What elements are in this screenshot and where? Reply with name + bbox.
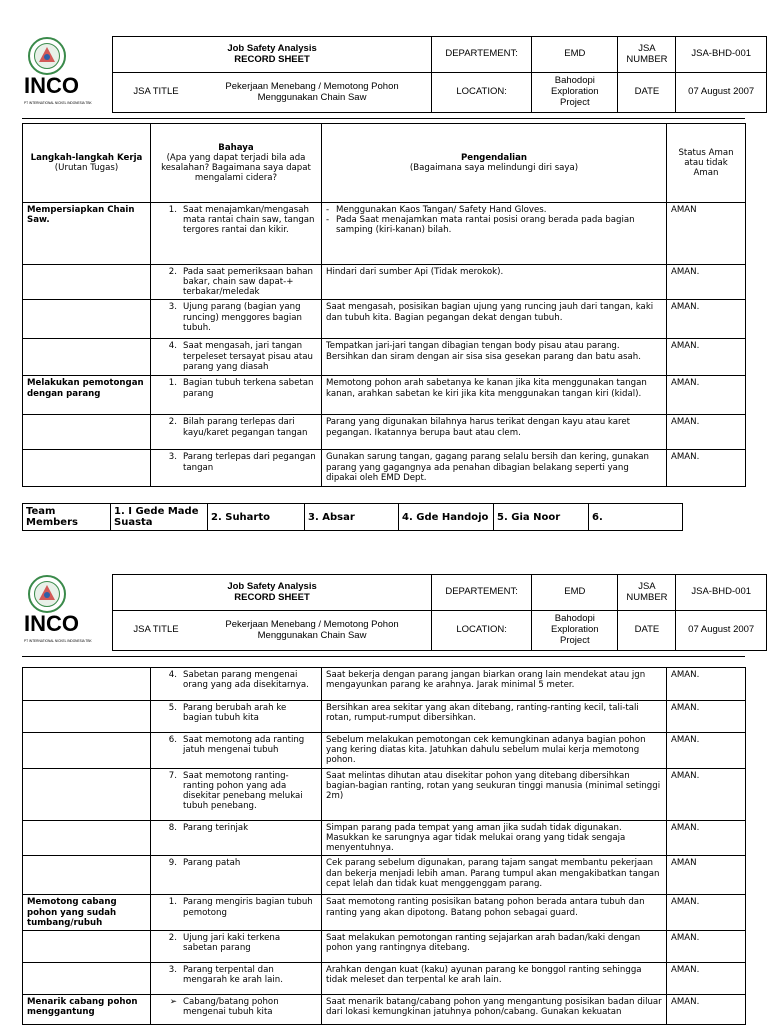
status-cell: AMAN. <box>667 895 746 930</box>
location-label: LOCATION: <box>432 73 532 113</box>
table-row <box>23 895 746 930</box>
inco-logo <box>22 36 110 112</box>
step-cell <box>23 962 151 994</box>
control-cell: Saat memotong ranting posisikan batang pohon berada antara tubuh dan ranting yang akan dipotong. Batang pohon sebagai guard. <box>322 895 667 930</box>
hazard-cell <box>151 821 322 856</box>
hazard-cell <box>151 415 322 450</box>
location-value: Bahodopi Exploration Project <box>532 611 618 651</box>
step-cell <box>23 339 151 376</box>
hazard-cell <box>151 930 322 962</box>
hazard-number: 4. <box>168 670 177 680</box>
table-row <box>23 856 746 895</box>
department-label: DEPARTEMENT: <box>432 575 532 611</box>
hazard-number: 1. <box>168 378 177 389</box>
column-header-control: Pengendalian (Bagaimana saya melindungi diri saya) <box>322 124 667 203</box>
jsa-table-page-2 <box>22 667 746 1025</box>
hazard-number: 6. <box>168 735 177 745</box>
jsa-title-cell <box>113 611 432 651</box>
column-header-hazard: Bahaya (Apa yang dapat terjadi bila ada kesalahan? Bagaimana saya dapat mengalami cidera? <box>151 124 322 203</box>
hazard-number: 7. <box>168 771 177 781</box>
column-header-status: Status Aman atau tidak Aman <box>667 124 746 203</box>
hazard-cell <box>151 203 322 265</box>
hazard-number: ➢ <box>169 996 177 1007</box>
status-cell: AMAN. <box>667 701 746 733</box>
hazard-number: 9. <box>168 858 177 869</box>
hazard-number: 4. <box>168 341 177 352</box>
hazard-number: 3. <box>168 452 177 463</box>
hazard-cell <box>151 668 322 701</box>
step-cell <box>23 769 151 821</box>
hazard-text: Parang patah <box>183 858 241 869</box>
control-cell: Arahkan dengan kuat (kaku) ayunan parang ke bonggol ranting sehingga tidak meleset dan terpental ke arah lain. <box>322 962 667 994</box>
table-row <box>23 300 746 339</box>
jsa-title-value: Pekerjaan Menebang / Memotong Pohon Menggunakan Chain Saw <box>225 618 399 641</box>
hazard-cell <box>151 300 322 339</box>
team-member: 5. Gia Noor <box>494 504 589 531</box>
date-label: DATE <box>618 73 676 113</box>
step-cell <box>23 415 151 450</box>
location-value: Bahodopi Exploration Project <box>532 73 618 113</box>
department-value: EMD <box>532 575 618 611</box>
hazard-cell <box>151 962 322 994</box>
hazard-text: Saat menajamkan/mengasah mata rantai chain saw, tangan tergores rantai dan kikir. <box>183 205 315 236</box>
step-cell <box>23 821 151 856</box>
table-row <box>23 265 746 300</box>
hazard-text: Parang mengiris bagian tubuh pemotong <box>183 897 313 918</box>
table-row <box>23 733 746 769</box>
header-rule <box>22 656 745 657</box>
column-header-steps: Langkah-langkah Kerja (Urutan Tugas) <box>23 124 151 203</box>
table-row <box>23 821 746 856</box>
hazard-number: 3. <box>168 964 177 975</box>
header-table <box>112 574 767 651</box>
control-cell: Sebelum melakukan pemotongan cek kemungkinan adanya bagian pohon yang kering diatas kita. Jatuhkan dahulu sebelum mulai kerja memotong pohon. <box>322 733 667 769</box>
control-cell: Saat melintas dihutan atau disekitar pohon yang ditebang dibersihkan bagian-bagian ranting, rotan yang seukuran tinggi manusia (minimal setinggi 2m) <box>322 769 667 821</box>
jsa-number-label: JSA NUMBER <box>618 575 676 611</box>
form-title: Job Safety Analysis RECORD SHEET <box>113 575 432 611</box>
hazard-number: 2. <box>168 267 177 277</box>
hazard-number: 5. <box>168 703 177 713</box>
step-cell <box>23 265 151 300</box>
hazard-cell <box>151 769 322 821</box>
status-cell: AMAN <box>667 203 746 265</box>
table-row <box>23 415 746 450</box>
department-value: EMD <box>532 37 618 73</box>
hazard-number: 1. <box>168 897 177 908</box>
hazard-text: Cabang/batang pohon mengenai tubuh kita <box>183 996 279 1017</box>
hazard-text: Ujung parang (bagian yang runcing) menggores bagian tubuh. <box>183 302 302 333</box>
hazard-text: Bilah parang terlepas dari kayu/karet pegangan tangan <box>183 417 308 438</box>
status-cell: AMAN. <box>667 376 746 415</box>
control-cell: Memotong pohon arah sabetanya ke kanan jika kita menggunakan tangan kanan, arahkan sabetan ke kiri jika kita menggunakan tangan kiri (kidal). <box>322 376 667 415</box>
hazard-cell <box>151 265 322 300</box>
control-cell: Tempatkan jari-jari tangan dibagian tengan body pisau atau parang. Bersihkan dan siram dengan air sisa sisa gesekan parang dan batu asah. <box>322 339 667 376</box>
step-cell: Melakukan pemotongan dengan parang <box>23 376 151 415</box>
jsa-title-cell <box>113 73 432 113</box>
status-cell: AMAN <box>667 856 746 895</box>
form-title: Job Safety Analysis RECORD SHEET <box>113 37 432 73</box>
team-member: 3. Absar <box>305 504 399 531</box>
hazard-cell <box>151 450 322 487</box>
svg-text:PT INTERNATIONAL NICKEL INDONE: PT INTERNATIONAL NICKEL INDONESIA TBK <box>24 639 92 643</box>
control-cell: Cek parang sebelum digunakan, parang tajam sangat membantu pekerjaan dan bekerja menjadi lebih aman. Parang tumpul akan mengakibatkan tangan cepat lelah dan tidak kuat menggenggam parang. <box>322 856 667 895</box>
team-members-label: Team Members <box>23 504 111 531</box>
header-rule <box>22 118 745 119</box>
hazard-text: Pada saat pemeriksaan bahan bakar, chain saw dapat-+ terbakar/meledak <box>183 267 313 298</box>
status-cell: AMAN. <box>667 930 746 962</box>
status-cell: AMAN. <box>667 733 746 769</box>
date-value: 07 August 2007 <box>676 73 767 113</box>
table-row <box>23 769 746 821</box>
header-table <box>112 36 767 113</box>
table-row <box>23 203 746 265</box>
jsa-title-label: JSA TITLE <box>133 86 179 98</box>
svg-text:INCO: INCO <box>24 611 79 636</box>
status-cell: AMAN. <box>667 339 746 376</box>
step-cell: Memotong cabang pohon yang sudah tumbang/rubuh <box>23 895 151 930</box>
control-cell: Gunakan sarung tangan, gagang parang selalu bersih dan kering, gunakan parang yang gagangnya ada penahan dibagian belakang seperti yang dipakai oleh EMD Dept. <box>322 450 667 487</box>
table-row <box>23 339 746 376</box>
date-value: 07 August 2007 <box>676 611 767 651</box>
step-cell <box>23 450 151 487</box>
hazard-text: Saat memotong ada ranting jatuh mengenai tubuh <box>183 735 305 756</box>
svg-text:PT INTERNATIONAL NICKEL INDONE: PT INTERNATIONAL NICKEL INDONESIA TBK <box>24 101 92 105</box>
sheet-header <box>22 574 755 650</box>
status-cell: AMAN. <box>667 668 746 701</box>
hazard-cell <box>151 376 322 415</box>
status-cell: AMAN. <box>667 821 746 856</box>
team-member: 4. Gde Handojo <box>399 504 494 531</box>
table-row <box>23 450 746 487</box>
hazard-text: Bagian tubuh terkena sabetan parang <box>183 378 314 399</box>
hazard-number: 2. <box>168 417 177 428</box>
hazard-text: Parang berubah arah ke bagian tubuh kita <box>183 703 287 724</box>
hazard-text: Parang terlepas dari pegangan tangan <box>183 452 316 473</box>
control-cell: - Menggunakan Kaos Tangan/ Safety Hand Gloves. - Pada Saat menajamkan mata rantai posisi orang berada pada bagian samping (kiri-kanan) bilah. <box>322 203 667 265</box>
status-cell: AMAN. <box>667 994 746 1024</box>
table-row <box>23 962 746 994</box>
control-cell: Parang yang digunakan bilahnya harus terikat dengan kayu atau karet pegangan. Ikatannya berupa baut atau clem. <box>322 415 667 450</box>
hazard-text: Ujung jari kaki terkena sabetan parang <box>183 932 281 953</box>
status-cell: AMAN. <box>667 769 746 821</box>
status-cell: AMAN. <box>667 300 746 339</box>
date-label: DATE <box>618 611 676 651</box>
svg-text:INCO: INCO <box>24 73 79 98</box>
hazard-number: 2. <box>168 932 177 943</box>
control-cell: Saat bekerja dengan parang jangan biarkan orang lain mendekat atau jgn mengayunkan parang ke arahnya. Jarak minimal 5 meter. <box>322 668 667 701</box>
step-cell: Mempersiapkan Chain Saw. <box>23 203 151 265</box>
table-row <box>23 668 746 701</box>
step-cell <box>23 930 151 962</box>
step-cell <box>23 668 151 701</box>
jsa-title-label: JSA TITLE <box>133 624 179 636</box>
team-member: 1. I Gede Made Suasta <box>111 504 208 531</box>
jsa-number-label: JSA NUMBER <box>618 37 676 73</box>
control-cell: Bersihkan area sekitar yang akan ditebang, ranting-ranting kecil, tali-tali rotan, rumput-rumput dibersihkan. <box>322 701 667 733</box>
team-member: 6. <box>589 504 683 531</box>
control-cell: Hindari dari sumber Api (Tidak merokok). <box>322 265 667 300</box>
hazard-text: Parang terpental dan mengarah ke arah lain. <box>183 964 283 985</box>
jsa-title-value: Pekerjaan Menebang / Memotong Pohon Menggunakan Chain Saw <box>225 80 399 103</box>
hazard-cell <box>151 701 322 733</box>
hazard-text: Sabetan parang mengenai orang yang ada disekitarnya. <box>183 670 309 691</box>
jsa-number-value: JSA-BHD-001 <box>676 575 767 611</box>
status-cell: AMAN. <box>667 415 746 450</box>
table-row <box>23 701 746 733</box>
step-cell: Menarik cabang pohon menggantung <box>23 994 151 1024</box>
status-cell: AMAN. <box>667 962 746 994</box>
step-cell <box>23 701 151 733</box>
department-label: DEPARTEMENT: <box>432 37 532 73</box>
table-row <box>23 994 746 1024</box>
hazard-cell <box>151 339 322 376</box>
jsa-table-page-1 <box>22 123 746 487</box>
hazard-cell <box>151 994 322 1024</box>
hazard-text: Saat memotong ranting-ranting pohon yang ada disekitar penebang melukai tubuh penebang. <box>183 771 303 812</box>
control-cell: Saat melakukan pemotongan ranting sejajarkan arah badan/kaki dengan pohon yang rantingnya ditebang. <box>322 930 667 962</box>
control-cell: Saat mengasah, posisikan bagian ujung yang runcing jauh dari tangan, kaki dan tubuh kita. Bagian pegangan dekat dengan tubuh. <box>322 300 667 339</box>
hazard-cell <box>151 733 322 769</box>
control-cell: Saat menarik batang/cabang pohon yang mengantung posisikan badan diluar dari lokasi kemungkinan jatuhnya pohon/cabang. Gunakan kekuatan <box>322 994 667 1024</box>
hazard-number: 1. <box>168 205 177 215</box>
team-members-table <box>22 503 683 531</box>
team-member: 2. Suharto <box>208 504 305 531</box>
status-cell: AMAN. <box>667 265 746 300</box>
location-label: LOCATION: <box>432 611 532 651</box>
hazard-cell <box>151 895 322 930</box>
hazard-number: 3. <box>168 302 177 313</box>
hazard-text: Parang terinjak <box>183 823 249 833</box>
inco-logo <box>22 574 110 650</box>
hazard-number: 8. <box>168 823 177 833</box>
hazard-cell <box>151 856 322 895</box>
status-cell: AMAN. <box>667 450 746 487</box>
jsa-number-value: JSA-BHD-001 <box>676 37 767 73</box>
hazard-text: Saat mengasah, jari tangan terpeleset tersayat pisau atau parang yang diasah <box>183 341 313 372</box>
table-row <box>23 376 746 415</box>
step-cell <box>23 856 151 895</box>
step-cell <box>23 300 151 339</box>
table-row <box>23 930 746 962</box>
step-cell <box>23 733 151 769</box>
control-cell: Simpan parang pada tempat yang aman jika sudah tidak digunakan. Masukkan ke sarungnya agar tidak melukai orang yang tidak sengaja menyentuhnya. <box>322 821 667 856</box>
sheet-header <box>22 36 755 112</box>
